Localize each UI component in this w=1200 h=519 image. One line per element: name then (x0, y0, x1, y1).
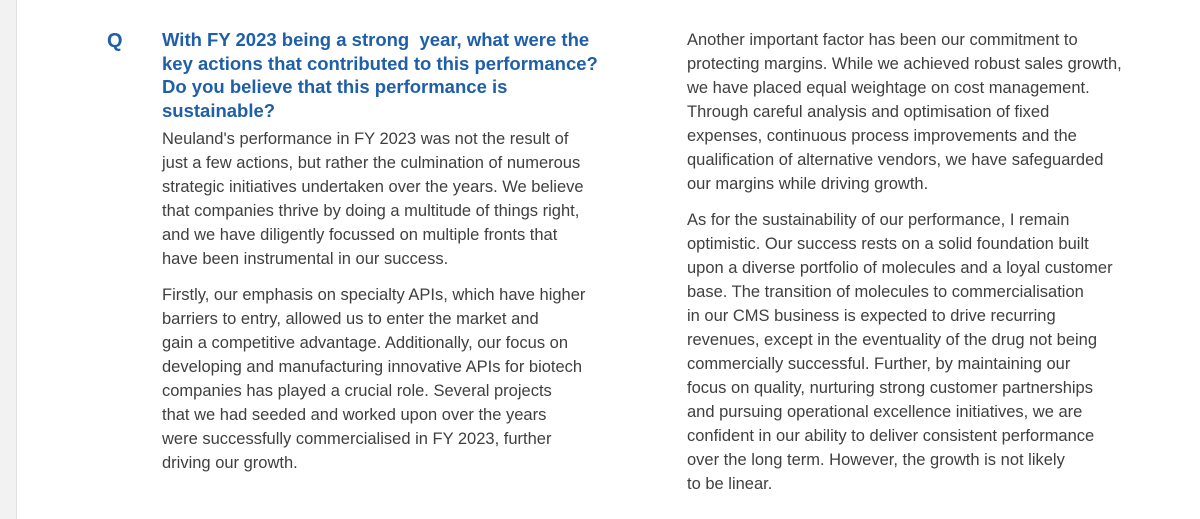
text-line: and pursuing operational excellence initiatives, we are (687, 403, 1083, 421)
text-line: strategic initiatives undertaken over the years. We believe (162, 178, 584, 196)
text-line: commercially successful. Further, by maintaining our (687, 355, 1071, 373)
text-line: companies has played a crucial role. Several projects (162, 382, 552, 400)
answer-paragraph-4 (687, 208, 1157, 496)
question-line: sustainable? (162, 99, 276, 121)
question-line: With FY 2023 being a strong year, what were the (162, 29, 590, 50)
text-line: qualification of alternative vendors, we have safeguarded (687, 151, 1104, 169)
answer-paragraph-2 (162, 283, 622, 475)
text-line: to be linear. (687, 475, 773, 493)
text-line: Neuland's performance in FY 2023 was not the result of (162, 130, 569, 148)
text-line: and we have diligently focussed on multiple fronts that (162, 226, 558, 244)
text-line: have been instrumental in our success. (162, 250, 449, 268)
answer-paragraph-1 (162, 127, 622, 271)
text-line: revenues, except in the eventuality of the drug not being (687, 331, 1098, 349)
text-line: base. The transition of molecules to commercialisation (687, 283, 1084, 301)
left-column (162, 127, 622, 487)
text-line: confident in our ability to deliver consistent performance (687, 427, 1095, 445)
text-line: Another important factor has been our commitment to (687, 31, 1078, 49)
text-line: focus on quality, nurturing strong customer partnerships (687, 379, 1093, 397)
text-line: our margins while driving growth. (687, 175, 929, 193)
right-column (687, 28, 1157, 508)
text-line: in our CMS business is expected to drive recurring (687, 307, 1056, 325)
text-line: optimistic. Our success rests on a solid foundation built (687, 235, 1089, 253)
text-line: driving our growth. (162, 454, 298, 472)
question-heading (162, 28, 612, 122)
text-line: barriers to entry, allowed us to enter the market and (162, 310, 539, 328)
text-line: Firstly, our emphasis on specialty APIs, which have higher (162, 286, 586, 304)
text-line: gain a competitive advantage. Additionally, our focus on (162, 334, 569, 352)
text-line: that companies thrive by doing a multitude of things right, (162, 202, 580, 220)
text-line: that we had seeded and worked upon over the years (162, 406, 547, 424)
text-line: over the long term. However, the growth is not likely (687, 451, 1065, 469)
answer-paragraph-3 (687, 28, 1157, 196)
text-line: just a few actions, but rather the culmination of numerous (162, 154, 581, 172)
question-marker: Q (107, 30, 123, 52)
text-line: protecting margins. While we achieved robust sales growth, (687, 55, 1122, 73)
page-edge (0, 0, 17, 519)
text-line: were successfully commercialised in FY 2023, further (162, 430, 552, 448)
text-line: upon a diverse portfolio of molecules and a loyal customer (687, 259, 1113, 277)
question-line: Do you believe that this performance is (162, 76, 508, 97)
text-line: we have placed equal weightage on cost management. (687, 79, 1090, 97)
text-line: Through careful analysis and optimisation of fixed (687, 103, 1050, 121)
text-line: developing and manufacturing innovative APIs for biotech (162, 358, 583, 376)
text-line: As for the sustainability of our performance, I remain (687, 211, 1070, 229)
text-line: expenses, continuous process improvements and the (687, 127, 1077, 145)
question-line: key actions that contributed to this performance? (162, 52, 598, 74)
